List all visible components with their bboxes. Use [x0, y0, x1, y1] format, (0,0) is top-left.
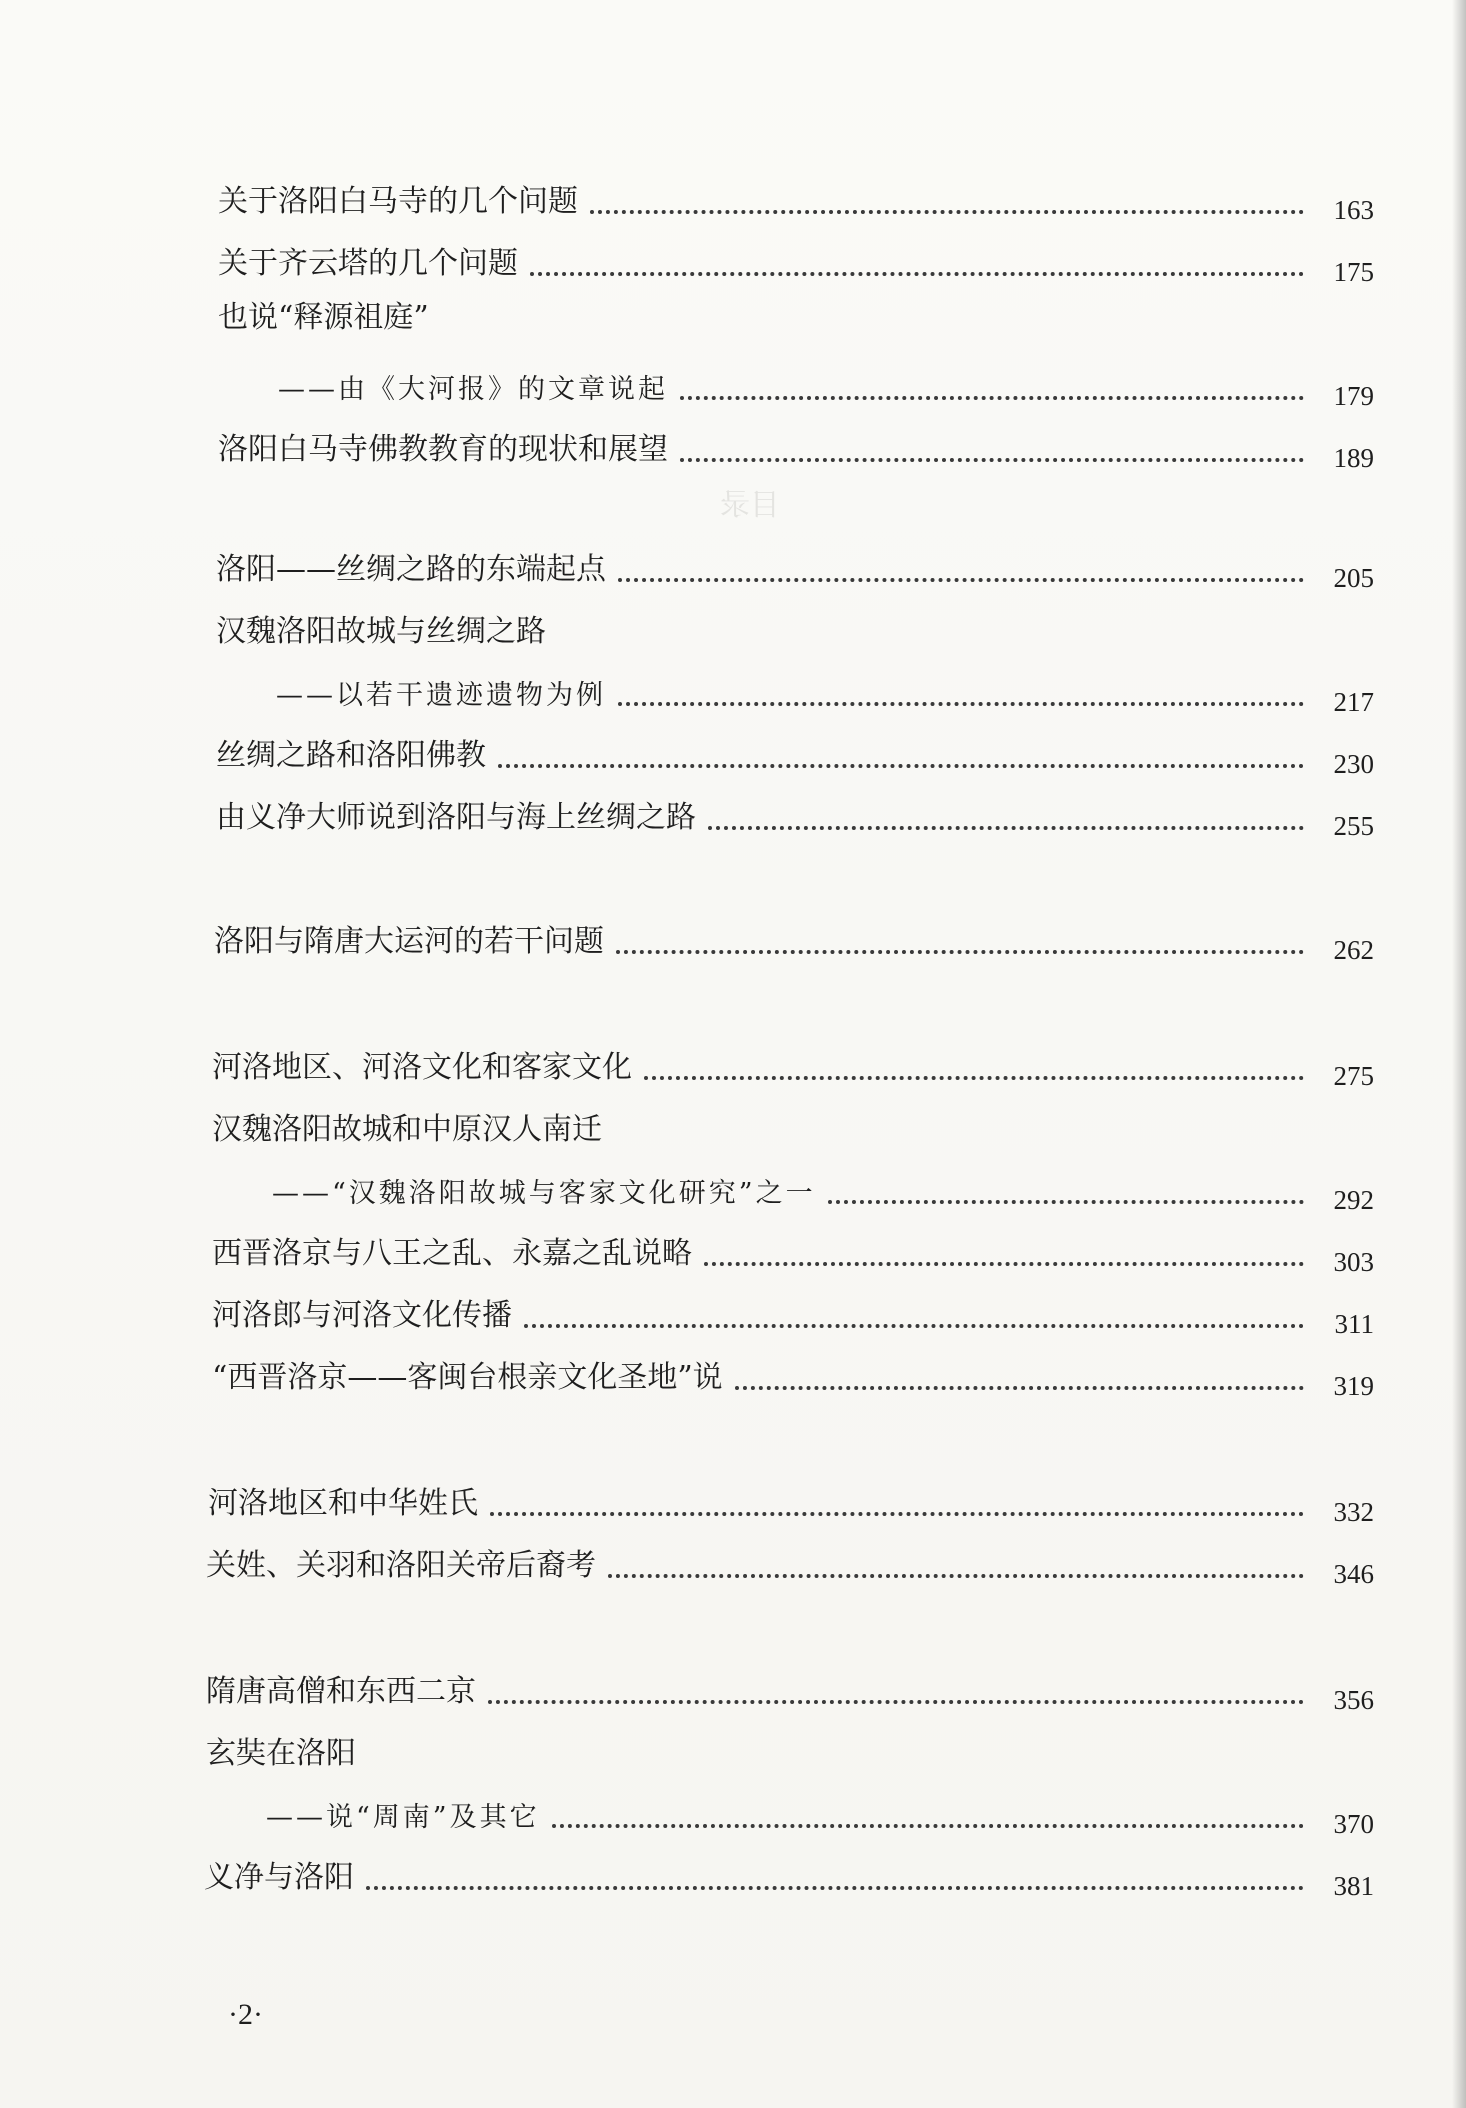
entry-title: 关于洛阳白马寺的几个问题 [218, 184, 578, 219]
entry-title: 玄奘在洛阳 [206, 1736, 356, 1771]
entry-subtitle: ——“汉魏洛阳故城与客家文化研究”之一 [272, 1178, 816, 1209]
entry-title: 洛阳白马寺佛教教育的现状和展望 [218, 432, 668, 467]
entry-subtitle: ——说“周南”及其它 [266, 1802, 540, 1833]
page-number: 217 [1333, 687, 1374, 717]
toc-entry[interactable] [218, 294, 1374, 342]
page-number: 381 [1333, 1871, 1374, 1901]
entry-title: 关于齐云塔的几个问题 [218, 246, 518, 281]
entry-title: 河洛地区和中华姓氏 [208, 1486, 478, 1521]
dot-leader [530, 272, 1304, 276]
dot-leader [608, 1574, 1304, 1578]
page-number: 319 [1333, 1371, 1374, 1401]
entry-title: 隋唐高僧和东西二京 [206, 1674, 476, 1709]
entry-title: 丝绸之路和洛阳佛教 [216, 738, 486, 773]
dot-leader [644, 1076, 1304, 1080]
toc-entry[interactable] [216, 732, 1374, 780]
page-number: 230 [1333, 749, 1374, 779]
toc-entry[interactable] [218, 240, 1374, 288]
entry-title: 河洛地区、河洛文化和客家文化 [212, 1050, 632, 1085]
toc-entry[interactable] [204, 1854, 1374, 1902]
page-number: 292 [1333, 1185, 1374, 1215]
entry-title: 河洛郎与河洛文化传播 [212, 1298, 512, 1333]
page-number: 370 [1333, 1809, 1374, 1839]
page-number: 346 [1333, 1559, 1374, 1589]
toc-entry[interactable] [216, 794, 1374, 842]
entry-title: 汉魏洛阳故城与丝绸之路 [216, 614, 546, 649]
page-folio: ·2· [228, 1998, 263, 2031]
dot-leader [552, 1824, 1304, 1828]
dot-leader [616, 950, 1304, 954]
dot-leader [490, 1512, 1304, 1516]
toc-entry[interactable] [212, 1044, 1374, 1092]
entry-title: 由义净大师说到洛阳与海上丝绸之路 [216, 800, 696, 835]
toc-subentry[interactable] [278, 364, 1374, 412]
page-number: 205 [1333, 563, 1374, 593]
dot-leader [708, 826, 1304, 830]
dot-leader [704, 1262, 1304, 1266]
page-number: 311 [1334, 1309, 1374, 1339]
toc-entry[interactable] [206, 1730, 1374, 1778]
dot-leader [680, 458, 1304, 462]
toc-entry[interactable] [206, 1542, 1374, 1590]
dot-leader [618, 702, 1304, 706]
page-number: 189 [1333, 443, 1374, 473]
toc-entry[interactable] [214, 918, 1374, 966]
page-number: 262 [1333, 935, 1374, 965]
dot-leader [366, 1886, 1304, 1890]
bleed-through-mark: 目录 [720, 488, 780, 523]
toc-entry[interactable] [212, 1292, 1374, 1340]
toc-entry[interactable] [212, 1230, 1374, 1278]
toc-subentry[interactable] [266, 1792, 1374, 1840]
entry-title: 汉魏洛阳故城和中原汉人南迁 [212, 1112, 602, 1147]
page-number: 175 [1333, 257, 1374, 287]
toc-subentry[interactable] [272, 1168, 1374, 1216]
entry-title: 洛阳——丝绸之路的东端起点 [216, 552, 606, 587]
toc-entry[interactable] [212, 1106, 1374, 1154]
toc-entry[interactable] [206, 1668, 1374, 1716]
entry-title: “西晋洛京——客闽台根亲文化圣地”说 [212, 1360, 723, 1395]
toc-entry[interactable] [208, 1480, 1374, 1528]
toc-entry[interactable] [218, 426, 1374, 474]
entry-title: 也说“释源祖庭” [218, 300, 429, 335]
entry-subtitle: ——由《大河报》的文章说起 [278, 374, 668, 405]
toc-subentry[interactable] [276, 670, 1374, 718]
page-number: 163 [1333, 195, 1374, 225]
page-number: 179 [1333, 381, 1374, 411]
dot-leader [590, 210, 1304, 214]
page-number: 255 [1333, 811, 1374, 841]
dot-leader [618, 578, 1304, 582]
entry-title: 关姓、关羽和洛阳关帝后裔考 [206, 1548, 596, 1583]
toc-entry[interactable] [212, 1354, 1374, 1402]
dot-leader [498, 764, 1304, 768]
dot-leader [488, 1700, 1304, 1704]
page-number: 332 [1333, 1497, 1374, 1527]
toc-entry[interactable] [216, 608, 1374, 656]
toc-entry[interactable] [218, 178, 1374, 226]
page-number: 275 [1333, 1061, 1374, 1091]
entry-title: 义净与洛阳 [204, 1860, 354, 1895]
toc-entry[interactable] [216, 546, 1374, 594]
entry-subtitle: ——以若干遗迹遗物为例 [276, 680, 606, 711]
entry-title: 西晋洛京与八王之乱、永嘉之乱说略 [212, 1236, 692, 1271]
page-number: 356 [1333, 1685, 1374, 1715]
dot-leader [828, 1200, 1304, 1204]
page-number: 303 [1333, 1247, 1374, 1277]
dot-leader [524, 1324, 1304, 1328]
dot-leader [680, 396, 1304, 400]
dot-leader [735, 1386, 1304, 1390]
entry-title: 洛阳与隋唐大运河的若干问题 [214, 924, 604, 959]
